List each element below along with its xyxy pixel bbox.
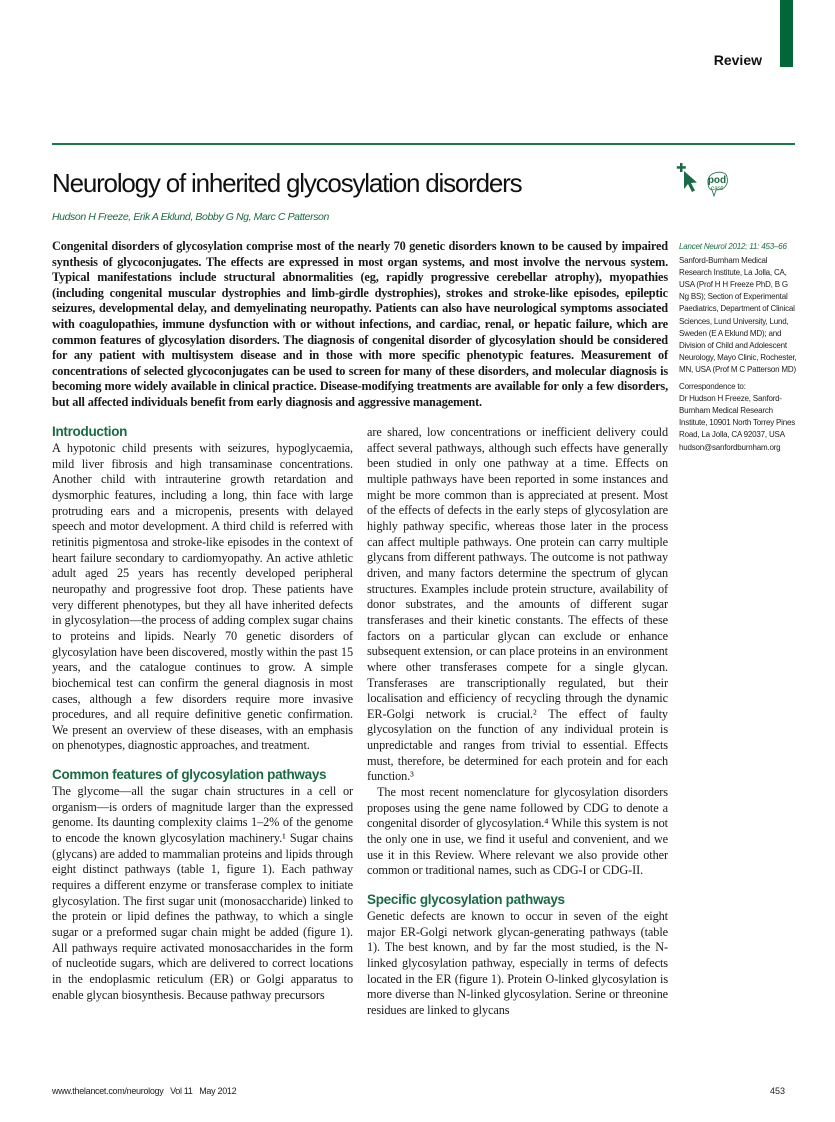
heading-specific-pathways: Specific glycosylation pathways xyxy=(367,892,565,908)
svg-text:pod: pod xyxy=(707,175,727,186)
citation: Lancet Neurol 2012; 11: 453–66 xyxy=(679,242,787,251)
right-column xyxy=(367,425,668,1019)
page-number: 453 xyxy=(770,1086,786,1096)
intro-paragraph: A hypotonic child presents with seizures, hypoglycaemia, mild liver fibrosis and high transaminase concentrations. Another child with intrauterine growth retardation and dysmorphic features, including a long, thin face with large protruding ears and a micropenis, presents with delayed speech and motor development. A third child is referred with retinitis pigmentosa and stroke-like episodes in the context of heart failure secondary to cardiomyopathy. An active athletic adult aged 25 years has recently developed peripheral neuropathy and progressive foot drop. These patients have very different phenotypes, but they all have inherited defects in glycosylation—the process of adding complex sugar chains to proteins and lipids. Nearly 70 genetic disorders of glycosylation have been discovered, mostly within the past 15 years, and the catalogue continues to grow. A simple biochemical test can confirm the general diagnosis in most cases, although a few disorders require more invasive procedures, and all require definitive genetic confirmation. We present an overview of these diseases, with an emphasis on phenotypes, diagnostic approaches, and treatment. xyxy=(52,441,353,753)
footer-journal: www.thelancet.com/neurology Vol 11 May 2012 xyxy=(52,1086,237,1096)
correspondence-label: Correspondence to: xyxy=(679,382,746,392)
correspondence-email[interactable]: hudson@sanfordburnham.org xyxy=(679,442,781,452)
correspondence-address: Dr Hudson H Freeze, Sanford-Burnham Medical Research Institute, 10901 North Torrey Pines Road, La Jolla, CA 92037, USA xyxy=(679,394,796,440)
abstract: Congenital disorders of glycosylation comprise most of the nearly 70 genetic disorders known to be caused by impaired synthesis of glycoconjugates. The effects are expressed in most organ systems, and most involve the nervous system. Typical manifestations include structural abnormalities (eg, rapidly progressive cerebellar atrophy), myopathies (including congenital muscular dystrophies and limb-girdle dystrophies), strokes and stroke-like episodes, epileptic seizures, developmental delay, and demyelinating neuropathy. Patients can also have neurological symptoms associated with coagulopathies, immune dysfunction with or without infections, and cardiac, renal, or hepatic failure, which are common features of glycosylation disorders. The diagnosis of congenital disorder of glycosylation should be considered for any patient with multisystem disease and in those with more specific phenotypic features. Measurement of concentrations of selected glycoconjugates can be used to screen for many of these disorders, and molecular diagnosis is becoming more widely available in clinical practice. Disease-modifying treatments are available for only a few disorders, but all affected individuals benefit from early diagnosis and aggressive management. xyxy=(52,239,668,409)
common-paragraph-1: The glycome—all the sugar chain structures in a cell or organism—is orders of magnitude larger than the expressed genome. Its daunting complexity claims 1–2% of the genome to encode the known glycosylation machinery.¹ Sugar chains (glycans) are added to mammalian proteins and lipids through eight distinct pathways (table 1, figure 1). Each pathway requires a different enzyme or transferase complex to initiate glycosylation. The first sugar unit (monosaccharide) linked to the protein or lipid defines the pathway, to which a single sugar or a preformed sugar chain might be added (figure 1). All pathways require activated monosaccharides in the form of nucleotide sugars, which are delivered to correct locations in the endoplasmic reticulum (ER) or Golgi apparatus to enable glycan biosynthesis. Because pathway precursors xyxy=(52,784,353,1002)
common-paragraph-1-cont: are shared, low concentrations or inefficient delivery could affect several pathways, although such effects have generally been studied in only one pathway at a time. Effects on multiple pathways have been reported in some instances and might be more common than is appreciated at present. Most of the effects of defects in the early steps of glycosylation are highly pathway specific, whereas those later in the process can affect multiple pathways. One protein can carry multiple glycans from different pathways. The outcome is not pathway driven, and many factors determine the spectrum of glycan structures. Examples include protein structure, availability of donor substrates, and the amounts of different sugar transferases and their kinetic constants. The effects of these factors on a particular glycan can exclude or enhance subsequent extension, or can place proteins in an environment where other transferases compete for a single glycan. Transferases are transcriptionally regulated, but their localisation and efficiency of recycling through the dynamic ER-Golgi network is crucial.² The effect of faulty glycosylation on the function of any individual protein is unpredictable and ranges from trivial to essential. Effects must, therefore, be determined for each protein and for each function.³ xyxy=(367,425,668,784)
article-icons xyxy=(676,163,736,203)
section-label: Review xyxy=(713,52,762,68)
svg-text:cast: cast xyxy=(711,185,723,192)
podcast-icon[interactable] xyxy=(708,172,728,196)
left-column xyxy=(52,423,353,1003)
web-extra-icon[interactable] xyxy=(677,163,697,192)
heading-common-features: Common features of glycosylation pathways xyxy=(52,767,327,783)
sidebar-notes xyxy=(679,241,799,454)
section-color-bar xyxy=(780,0,793,67)
common-paragraph-2: The most recent nomenclature for glycosylation disorders proposes using the gene name followed by CDG to denote a congenital disorder of glycosylation.⁴ While this system is not the only one in use, we find it useful and convenient, and we use it in this Review. Where relevant we also provide other common or traditional names, such as CDG-I or CDG-II. xyxy=(367,785,668,878)
article-title: Neurology of inherited glycosylation disorders xyxy=(52,168,522,198)
header-rule xyxy=(52,143,795,145)
author-list: Hudson H Freeze, Erik A Eklund, Bobby G Ng, Marc C Patterson xyxy=(52,211,329,223)
affiliations: Sanford-Burnham Medical Research Institute, La Jolla, CA, USA (Prof H H Freeze PhD, B G Ng BS); Section of Experimental Paediatrics, Department of Clinical Sciences, Lund University, Lund, Sweden (E A Eklund MD); and Division of Child and Adolescent Neurology, Mayo Clinic, Rochester, MN, USA (Prof M C Patterson MD) xyxy=(679,256,797,374)
specific-paragraph-1: Genetic defects are known to occur in seven of the eight major ER-Golgi network glycan-generating pathways (table 1). The best known, and by far the most studied, is the N-linked glycosylation pathway, especially in terms of defects located in the ER (figure 1). Protein O-linked glycosylation is more diverse than N-linked glycosylation. Serine or threonine residues are linked to glycans xyxy=(367,909,668,1017)
heading-introduction: Introduction xyxy=(52,424,128,439)
